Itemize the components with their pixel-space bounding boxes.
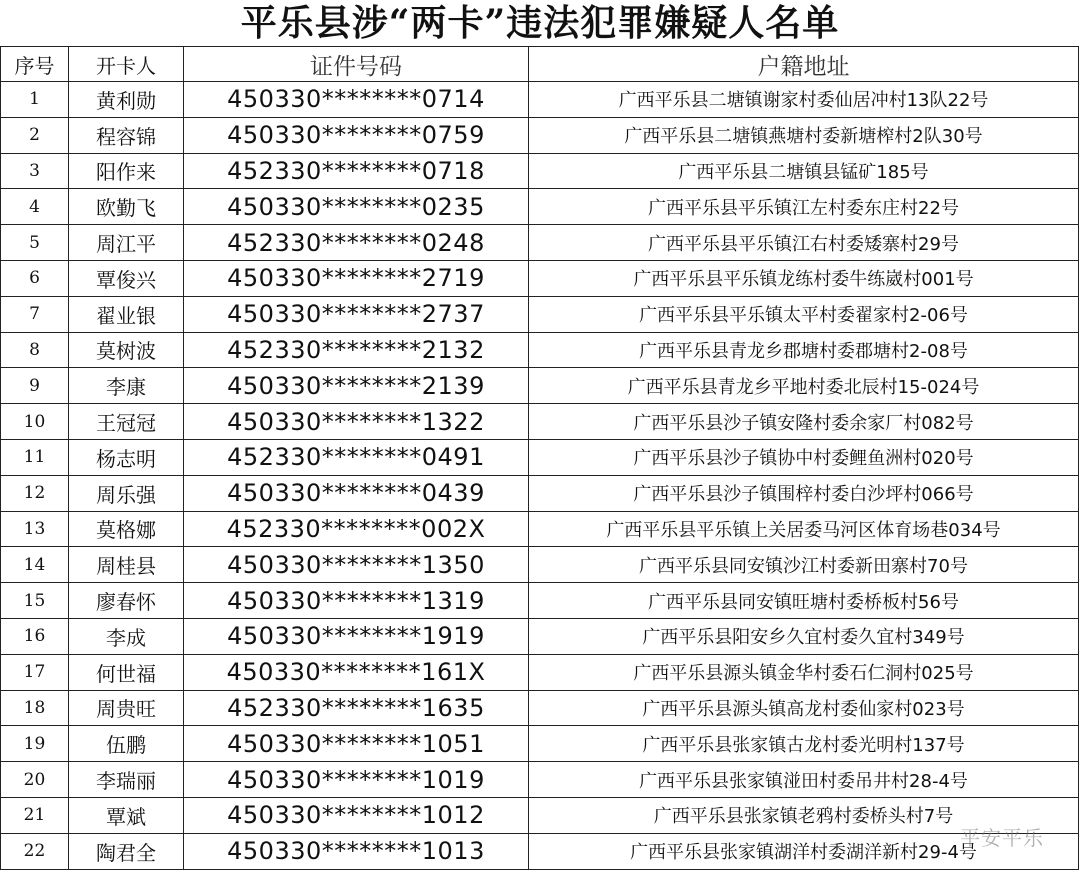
address-cell: 广西平乐县青龙乡平地村委北辰村15-024号 (529, 368, 1079, 404)
name-cell: 程容锦 (69, 117, 184, 153)
name-cell: 欧勤飞 (69, 189, 184, 225)
name-cell: 陶君全 (69, 833, 184, 869)
address-cell: 广西平乐县张家镇古龙村委光明村137号 (529, 726, 1079, 762)
id-number-cell: 450330********0714 (184, 82, 529, 118)
serial-cell: 22 (1, 833, 69, 869)
address-cell: 广西平乐县平乐镇江右村委矮寨村29号 (529, 225, 1079, 261)
serial-cell: 5 (1, 225, 69, 261)
serial-cell: 15 (1, 583, 69, 619)
table-row (1, 511, 1079, 547)
address-cell: 广西平乐县沙子镇安隆村委余家厂村082号 (529, 404, 1079, 440)
serial-cell: 16 (1, 618, 69, 654)
id-number-cell: 450330********1919 (184, 618, 529, 654)
table-row (1, 654, 1079, 690)
id-number-cell: 450330********1013 (184, 833, 529, 869)
id-number-cell: 450330********0759 (184, 117, 529, 153)
serial-cell: 17 (1, 654, 69, 690)
name-cell: 黄利勋 (69, 82, 184, 118)
serial-cell: 20 (1, 762, 69, 798)
table-row (1, 690, 1079, 726)
serial-cell: 9 (1, 368, 69, 404)
name-cell: 周贵旺 (69, 690, 184, 726)
id-number-cell: 452330********1635 (184, 690, 529, 726)
id-number-cell: 452330********002X (184, 511, 529, 547)
header-id-number: 证件号码 (184, 47, 529, 82)
table-row (1, 618, 1079, 654)
table-row (1, 404, 1079, 440)
name-cell: 廖春怀 (69, 583, 184, 619)
serial-cell: 11 (1, 439, 69, 475)
address-cell: 广西平乐县张家镇湖洋村委湖洋新村29-4号 (529, 833, 1079, 869)
id-number-cell: 450330********2737 (184, 296, 529, 332)
table-row (1, 260, 1079, 296)
id-number-cell: 452330********0718 (184, 153, 529, 189)
name-cell: 周乐强 (69, 475, 184, 511)
id-number-cell: 452330********0248 (184, 225, 529, 261)
id-number-cell: 450330********1350 (184, 547, 529, 583)
name-cell: 覃俊兴 (69, 260, 184, 296)
table-row (1, 583, 1079, 619)
name-cell: 李康 (69, 368, 184, 404)
address-cell: 广西平乐县源头镇高龙村委仙家村023号 (529, 690, 1079, 726)
serial-cell: 8 (1, 332, 69, 368)
header-serial-number: 序号 (1, 47, 69, 82)
table-row (1, 368, 1079, 404)
address-cell: 广西平乐县阳安乡久宜村委久宜村349号 (529, 618, 1079, 654)
name-cell: 覃斌 (69, 797, 184, 833)
table-row (1, 797, 1079, 833)
name-cell: 周江平 (69, 225, 184, 261)
address-cell: 广西平乐县平乐镇龙练村委牛练崴村001号 (529, 260, 1079, 296)
watermark-text: 平安平乐 (960, 826, 1044, 850)
table-header-row (1, 47, 1079, 82)
address-cell: 广西平乐县平乐镇江左村委东庄村22号 (529, 189, 1079, 225)
suspect-list-table (0, 46, 1079, 870)
id-number-cell: 450330********1012 (184, 797, 529, 833)
serial-cell: 21 (1, 797, 69, 833)
serial-cell: 18 (1, 690, 69, 726)
serial-cell: 14 (1, 547, 69, 583)
serial-cell: 19 (1, 726, 69, 762)
name-cell: 莫格娜 (69, 511, 184, 547)
name-cell: 王冠冠 (69, 404, 184, 440)
table-row (1, 296, 1079, 332)
name-cell: 周桂县 (69, 547, 184, 583)
name-cell: 伍鹏 (69, 726, 184, 762)
address-cell: 广西平乐县沙子镇围梓村委白沙坪村066号 (529, 475, 1079, 511)
serial-cell: 7 (1, 296, 69, 332)
id-number-cell: 450330********1322 (184, 404, 529, 440)
address-cell: 广西平乐县沙子镇协中村委鲤鱼洲村020号 (529, 439, 1079, 475)
name-cell: 翟业银 (69, 296, 184, 332)
address-cell: 广西平乐县张家镇老鸦村委桥头村7号 (529, 797, 1079, 833)
address-cell: 广西平乐县张家镇湴田村委吊井村28-4号 (529, 762, 1079, 798)
id-number-cell: 450330********1019 (184, 762, 529, 798)
serial-cell: 10 (1, 404, 69, 440)
id-number-cell: 450330********0439 (184, 475, 529, 511)
header-household-address: 户籍地址 (529, 47, 1079, 82)
id-number-cell: 450330********161X (184, 654, 529, 690)
table-row (1, 153, 1079, 189)
address-cell: 广西平乐县二塘镇县锰矿185号 (529, 153, 1079, 189)
name-cell: 杨志明 (69, 439, 184, 475)
id-number-cell: 450330********1319 (184, 583, 529, 619)
table-row (1, 189, 1079, 225)
address-cell: 广西平乐县同安镇沙江村委新田寨村70号 (529, 547, 1079, 583)
id-number-cell: 450330********2139 (184, 368, 529, 404)
table-row (1, 439, 1079, 475)
id-number-cell: 452330********2132 (184, 332, 529, 368)
name-cell: 莫树波 (69, 332, 184, 368)
address-cell: 广西平乐县青龙乡郡塘村委郡塘村2-08号 (529, 332, 1079, 368)
name-cell: 李成 (69, 618, 184, 654)
address-cell: 广西平乐县源头镇金华村委石仁洞村025号 (529, 654, 1079, 690)
document-title: 平乐县涉“两卡”违法犯罪嫌疑人名单 (240, 2, 840, 44)
id-number-cell: 450330********1051 (184, 726, 529, 762)
name-cell: 李瑞丽 (69, 762, 184, 798)
serial-cell: 3 (1, 153, 69, 189)
address-cell: 广西平乐县二塘镇谢家村委仙居冲村13队22号 (529, 82, 1079, 118)
table-row (1, 762, 1079, 798)
serial-cell: 6 (1, 260, 69, 296)
name-cell: 阳作来 (69, 153, 184, 189)
serial-cell: 1 (1, 82, 69, 118)
table-row (1, 117, 1079, 153)
serial-cell: 12 (1, 475, 69, 511)
id-number-cell: 450330********0235 (184, 189, 529, 225)
table-row (1, 225, 1079, 261)
name-cell: 何世福 (69, 654, 184, 690)
table-row (1, 833, 1079, 869)
header-card-holder: 开卡人 (69, 47, 184, 82)
table-row (1, 547, 1079, 583)
serial-cell: 2 (1, 117, 69, 153)
address-cell: 广西平乐县平乐镇太平村委翟家村2-06号 (529, 296, 1079, 332)
table-row (1, 726, 1079, 762)
address-cell: 广西平乐县平乐镇上关居委马河区体育场巷034号 (529, 511, 1079, 547)
serial-cell: 13 (1, 511, 69, 547)
id-number-cell: 450330********2719 (184, 260, 529, 296)
id-number-cell: 452330********0491 (184, 439, 529, 475)
table-row (1, 475, 1079, 511)
address-cell: 广西平乐县二塘镇燕塘村委新塘榨村2队30号 (529, 117, 1079, 153)
table-row (1, 82, 1079, 118)
serial-cell: 4 (1, 189, 69, 225)
table-row (1, 332, 1079, 368)
address-cell: 广西平乐县同安镇旺塘村委桥板村56号 (529, 583, 1079, 619)
